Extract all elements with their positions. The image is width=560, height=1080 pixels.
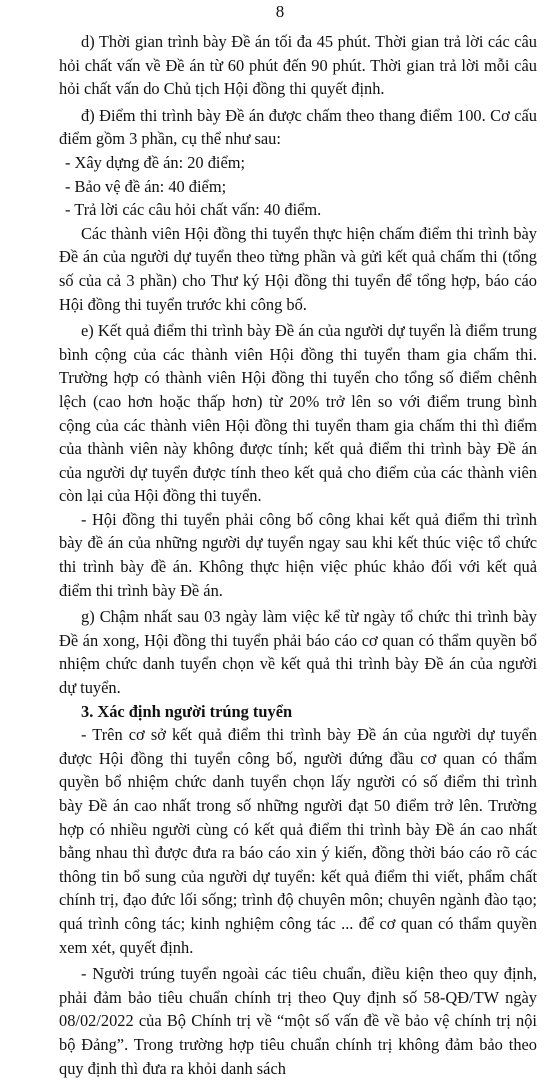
paragraph-g-report: g) Chậm nhất sau 03 ngày làm việc kể từ ngày tổ chức thi trình bày Đề án xong, Hội đồng thi tuyển phải báo cáo cơ quan có thẩm quyền bổ nhiệm chức danh tuyển chọn về kết quả thi trình bày Đề án của người dự tuyển. — [59, 607, 537, 698]
paragraph-e-result: e) Kết quả điểm thi trình bày Đề án của người dự tuyển là điểm trung bình cộng của các thành viên Hội đồng thi tuyển tham gia chấm thi. Trường hợp có thành viên Hội đồng thi tuyển cho tổng số điểm chênh lệch (cao hơn hoặc thấp hơn) từ 20% trở lên so với điểm trung bình cộng của các thành viên Hội đồng thi tuyển tham gia chấm thi thì điểm của thành viên này không được tính; kết quả điểm thi trình bày Đề án của người dự tuyển được tính theo kết quả cho điểm của các thành viên còn lại của Hội đồng thi tuyển. — [59, 321, 537, 506]
list-item-build: - Xây dựng đề án: 20 điểm; — [65, 152, 246, 172]
paragraph-dd-scoring: đ) Điểm thi trình bày Đề án được chấm theo thang điểm 100. Cơ cấu điểm gồm 3 phần, cụ thể như sau: — [59, 105, 537, 149]
paragraph-announce: - Hội đồng thi tuyển phải công bố công khai kết quả điểm thi trình bày đề án của những người dự tuyển ngay sau khi kết thúc việc tổ chức thi trình bày đề án. Không thực hiện việc phúc khảo đối với kết quả điểm thi trình bày Đề án. — [59, 509, 537, 600]
paragraph-political-standard: - Người trúng tuyển ngoài các tiêu chuẩn, điều kiện theo quy định, phải đảm bảo tiêu chuẩn chính trị theo Quy định số 58-QĐ/TW ngày 08/02/2022 của Bộ Chính trị về “một số vấn đề về bảo vệ chính trị nội bộ Đảng”. Trong trường hợp tiêu chuẩn chính trị không đảm bảo theo quy định thì đưa ra khỏi danh sách — [59, 964, 537, 1078]
paragraph-selection: - Trên cơ sở kết quả điểm thi trình bày Đề án của người dự tuyển được Hội đồng thi tuyển công bố, người đứng đầu cơ quan có thẩm quyền bổ nhiệm chức danh tuyển chọn lấy người có số điểm thi trình bày Đề án cao nhất trong số những người đạt 50 điểm trở lên. Trường hợp có nhiều người cùng có kết quả điểm thi trình bày Đề án cao nhất bằng nhau thì được đưa ra báo cáo xin ý kiến, đồng thời báo cáo rõ các thông tin bổ sung của người dự tuyển: kết quả điểm thi viết, phẩm chất chính trị, đạo đức lối sống; trình độ chuyên môn; chuyên ngành đào tạo; quá trình công tác; kinh nghiệm công tác ... để cơ quan có thẩm quyền xem xét, quyết định. — [59, 725, 537, 957]
paragraph-council-scoring: Các thành viên Hội đồng thi tuyển thực hiện chấm điểm thi trình bày Đề án của người dự tuyển theo từng phần và gửi kết quả chấm thi (tổng số của cả 3 phần) cho Thư ký Hội đồng thi tuyển để tổng hợp, báo cáo Hội đồng thi tuyển trước khi công bố. — [59, 223, 537, 314]
section-heading: 3. Xác định người trúng tuyển — [81, 701, 293, 721]
document-body — [59, 30, 537, 1080]
list-item-answer: - Trả lời các câu hỏi chất vấn: 40 điểm. — [65, 200, 322, 220]
page-number: 8 — [275, 2, 285, 21]
list-item-defend: - Bảo vệ đề án: 40 điểm; — [65, 176, 227, 196]
paragraph-d-time: d) Thời gian trình bày Đề án tối đa 45 phút. Thời gian trả lời các câu hỏi chất vấn về Đề án từ 60 phút đến 90 phút. Thời gian trả lời mỗi câu hỏi chất vấn do Chủ tịch Hội đồng thi quyết định. — [59, 32, 537, 99]
